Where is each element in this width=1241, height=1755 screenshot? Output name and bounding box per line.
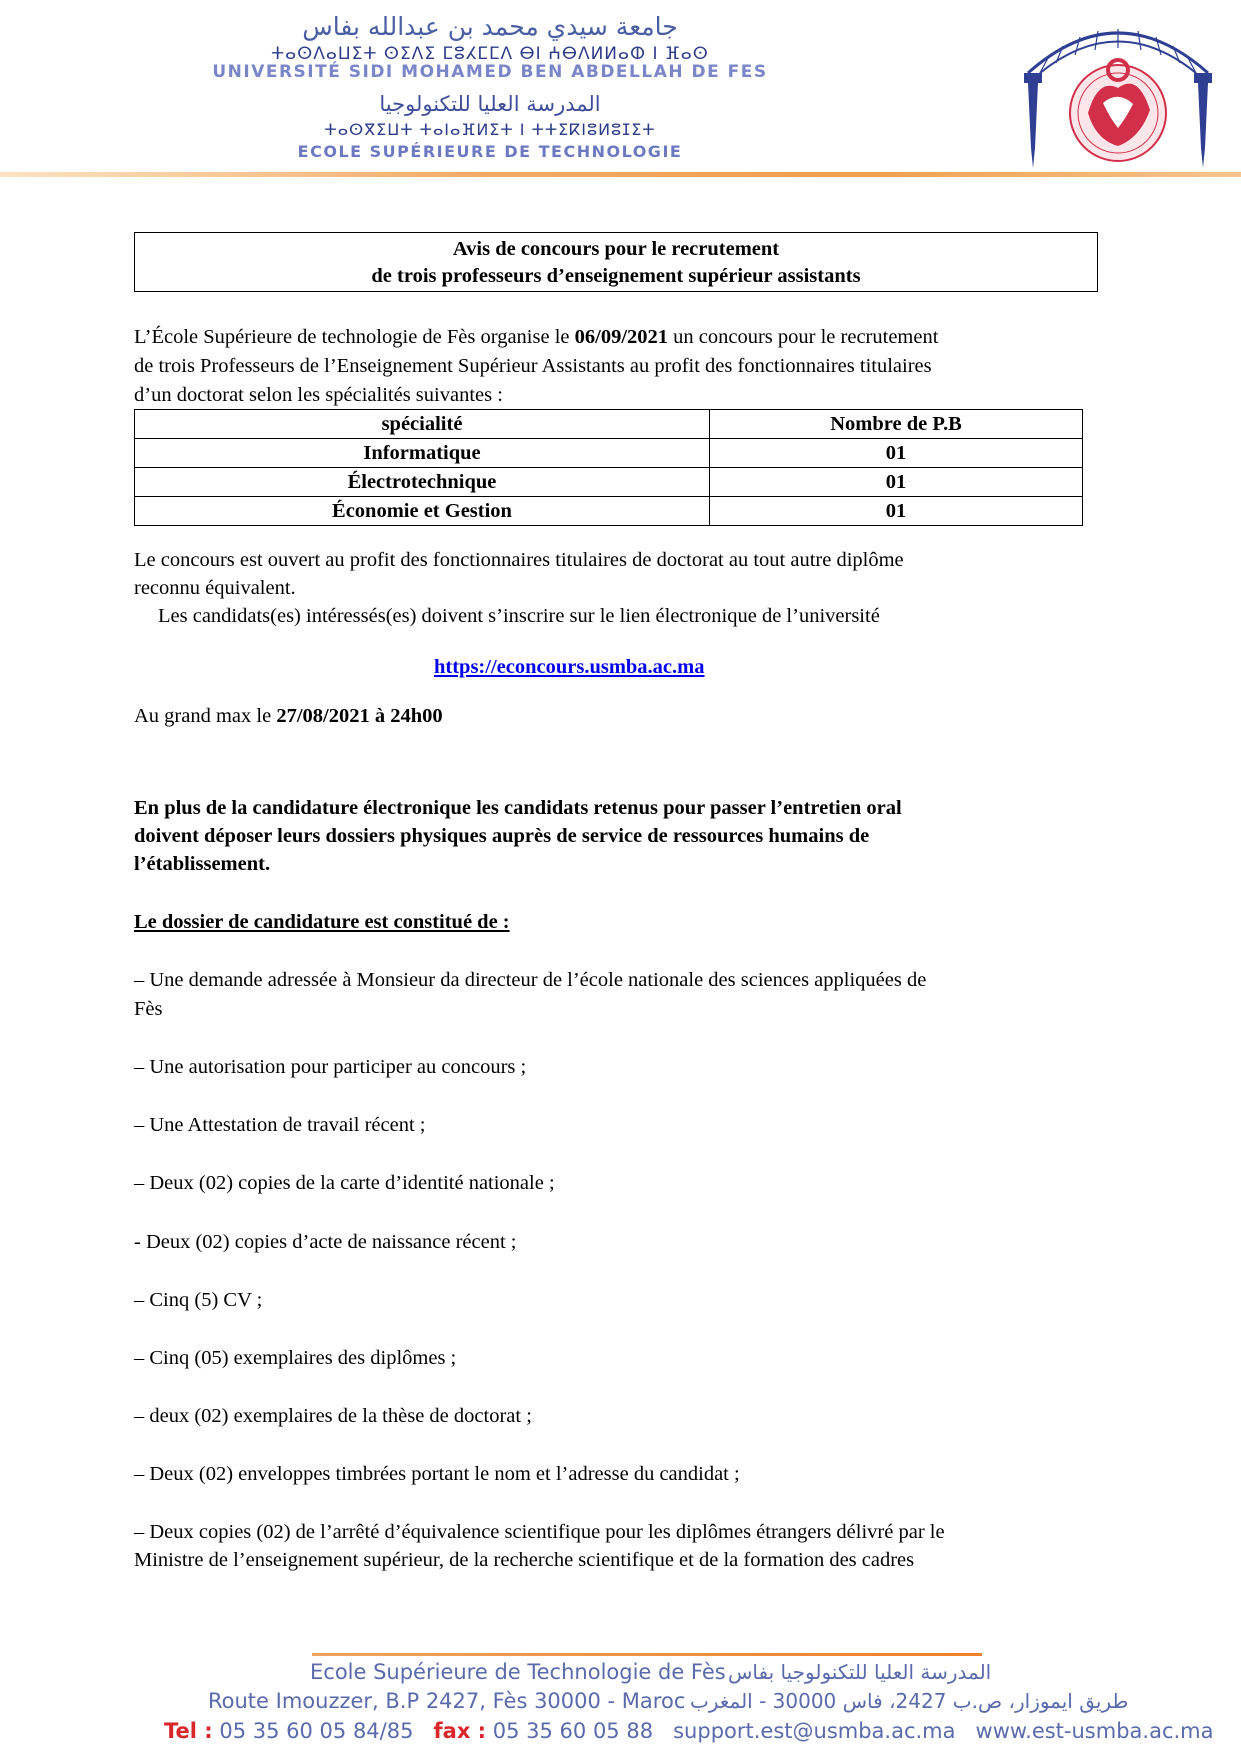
school-name: ECOLE SUPÉRIEURE DE TECHNOLOGIE bbox=[297, 142, 683, 161]
table-row bbox=[135, 468, 1083, 497]
dossier-item-continuation: Fès bbox=[134, 998, 163, 1020]
tel-label: Tel : bbox=[164, 1719, 213, 1743]
table-cell-specialty: Électrotechnique bbox=[135, 468, 710, 497]
table-header-row bbox=[135, 410, 1083, 439]
table-cell-positions: 01 bbox=[710, 439, 1083, 468]
registration-link-wrap bbox=[434, 654, 704, 680]
deadline-date: 27/08/2021 à 24h00 bbox=[276, 705, 443, 727]
intro-line-1 bbox=[134, 324, 938, 350]
tel-number: 05 35 60 05 84/85 bbox=[212, 1719, 414, 1743]
fax-number: 05 35 60 05 88 bbox=[486, 1719, 654, 1743]
notice-line-2: doivent déposer leurs dossiers physiques auprès de service de ressources humains de bbox=[134, 825, 870, 847]
university-name-tifinagh: ⵜⴰⵙⴷⴰⵡⵉⵜ ⵙⵉⴷⵉ ⵎⵓⵃⵎⵎⴷ ⴱⵏ ⵄⴱⴷⵍⵍⴰⵀ ⵏ ⴼⴰⵙ bbox=[271, 44, 709, 64]
table-row bbox=[135, 439, 1083, 468]
table-cell-specialty: Économie et Gestion bbox=[135, 497, 710, 526]
intro-line-3: d’un doctorat selon les spécialités suivantes : bbox=[134, 384, 503, 406]
dossier-item: – Une autorisation pour participer au concours ; bbox=[134, 1056, 527, 1078]
deadline-label: Au grand max le bbox=[134, 705, 277, 727]
dossier-item: – Une Attestation de travail récent ; bbox=[134, 1114, 426, 1136]
table-cell-positions: 01 bbox=[710, 497, 1083, 526]
dossier-item: – Cinq (05) exemplaires des diplômes ; bbox=[134, 1347, 457, 1369]
dossier-item-continuation: Ministre de l’enseignement supérieur, de la recherche scientifique et de la formation des cadres bbox=[134, 1549, 915, 1571]
page-header bbox=[0, 0, 1241, 180]
footer-address-arabic: طريق ايموزار، ص.ب 2427، فاس 30000 - المغرب bbox=[690, 1689, 1129, 1713]
notice-title-box bbox=[134, 232, 1098, 292]
dossier-item: – Deux (02) copies de la carte d’identité nationale ; bbox=[134, 1172, 555, 1194]
school-name-arabic: المدرسة العليا للتكنولوجيا bbox=[379, 92, 601, 116]
notice-line-1: En plus de la candidature électronique les candidats retenus pour passer l’entretien oral bbox=[134, 797, 902, 819]
dossier-item: – deux (02) exemplaires de la thèse de doctorat ; bbox=[134, 1405, 532, 1427]
dossier-item: – Cinq (5) CV ; bbox=[134, 1289, 263, 1311]
footer-email[interactable]: support.est@usmba.ac.ma bbox=[673, 1719, 956, 1743]
specialties-table bbox=[134, 409, 1083, 526]
dossier-item: – Une demande adressée à Monsieur da directeur de l’école nationale des sciences appliquées de bbox=[134, 969, 927, 991]
dossier-item: - Deux (02) copies d’acte de naissance récent ; bbox=[134, 1231, 517, 1253]
footer-website[interactable]: www.est-usmba.ac.ma bbox=[975, 1719, 1214, 1743]
university-name-arabic: جامعة سيدي محمد بن عبدالله بفاس bbox=[302, 12, 678, 41]
competition-date: 06/09/2021 bbox=[574, 326, 669, 348]
notice-title-line-1: Avis de concours pour le recrutement bbox=[452, 238, 780, 260]
intro-text-a: L’École Supérieure de technologie de Fès organise le bbox=[134, 326, 575, 348]
table-row bbox=[135, 497, 1083, 526]
conditions-line-1: Le concours est ouvert au profit des fonctionnaires titulaires de doctorat au tout autre diplôme bbox=[134, 549, 904, 571]
table-header-positions: Nombre de P.B bbox=[710, 410, 1083, 439]
table-cell-positions: 01 bbox=[710, 468, 1083, 497]
table-cell-specialty: Informatique bbox=[135, 439, 710, 468]
table-header-specialty: spécialité bbox=[135, 410, 710, 439]
conditions-line-2: reconnu équivalent. bbox=[134, 577, 296, 599]
intro-text-b: un concours pour le recrutement bbox=[668, 326, 939, 348]
school-name-tifinagh: ⵜⴰⵙⴳⵉⵡⵜ ⵜⴰⵏⴰⴼⵍⵉⵜ ⵏ ⵜⵜⵉⴽⵏⵓⵍⵓⵊⵉⵜ bbox=[324, 120, 656, 139]
university-logo bbox=[1018, 18, 1218, 173]
deadline-line bbox=[134, 703, 443, 729]
footer-address: Route Imouzzer, B.P 2427, Fès 30000 - Maroc bbox=[208, 1689, 686, 1713]
footer-school-name: Ecole Supérieure de Technologie de Fès bbox=[310, 1660, 726, 1684]
notice-title-line-2: de trois professeurs d’enseignement supérieur assistants bbox=[371, 265, 861, 287]
dossier-item: – Deux (02) enveloppes timbrées portant le nom et l’adresse du candidat ; bbox=[134, 1463, 740, 1485]
header-divider bbox=[0, 172, 1241, 177]
fax-label: fax : bbox=[433, 1719, 487, 1743]
intro-line-2: de trois Professeurs de l’Enseignement Supérieur Assistants au profit des fonctionnaires titulaires bbox=[134, 355, 932, 377]
footer-contact bbox=[164, 1719, 1214, 1743]
university-name: UNIVERSITÉ SIDI MOHAMED BEN ABDELLAH DE FES bbox=[212, 62, 768, 82]
footer-school-name-arabic: المدرسة العليا للتكنولوجيا بفاس bbox=[728, 1660, 992, 1684]
dossier-heading: Le dossier de candidature est constitué de : bbox=[134, 911, 510, 933]
footer-divider bbox=[312, 1653, 982, 1656]
dossier-item: – Deux copies (02) de l’arrêté d’équivalence scientifique pour les diplômes étrangers délivré par le bbox=[134, 1521, 945, 1543]
registration-link[interactable]: https://econcours.usmba.ac.ma bbox=[434, 656, 705, 678]
notice-line-3: l’établissement. bbox=[134, 853, 271, 875]
conditions-line-3: Les candidats(es) intéressés(es) doivent s’inscrire sur le lien électronique de l’université bbox=[158, 605, 880, 627]
